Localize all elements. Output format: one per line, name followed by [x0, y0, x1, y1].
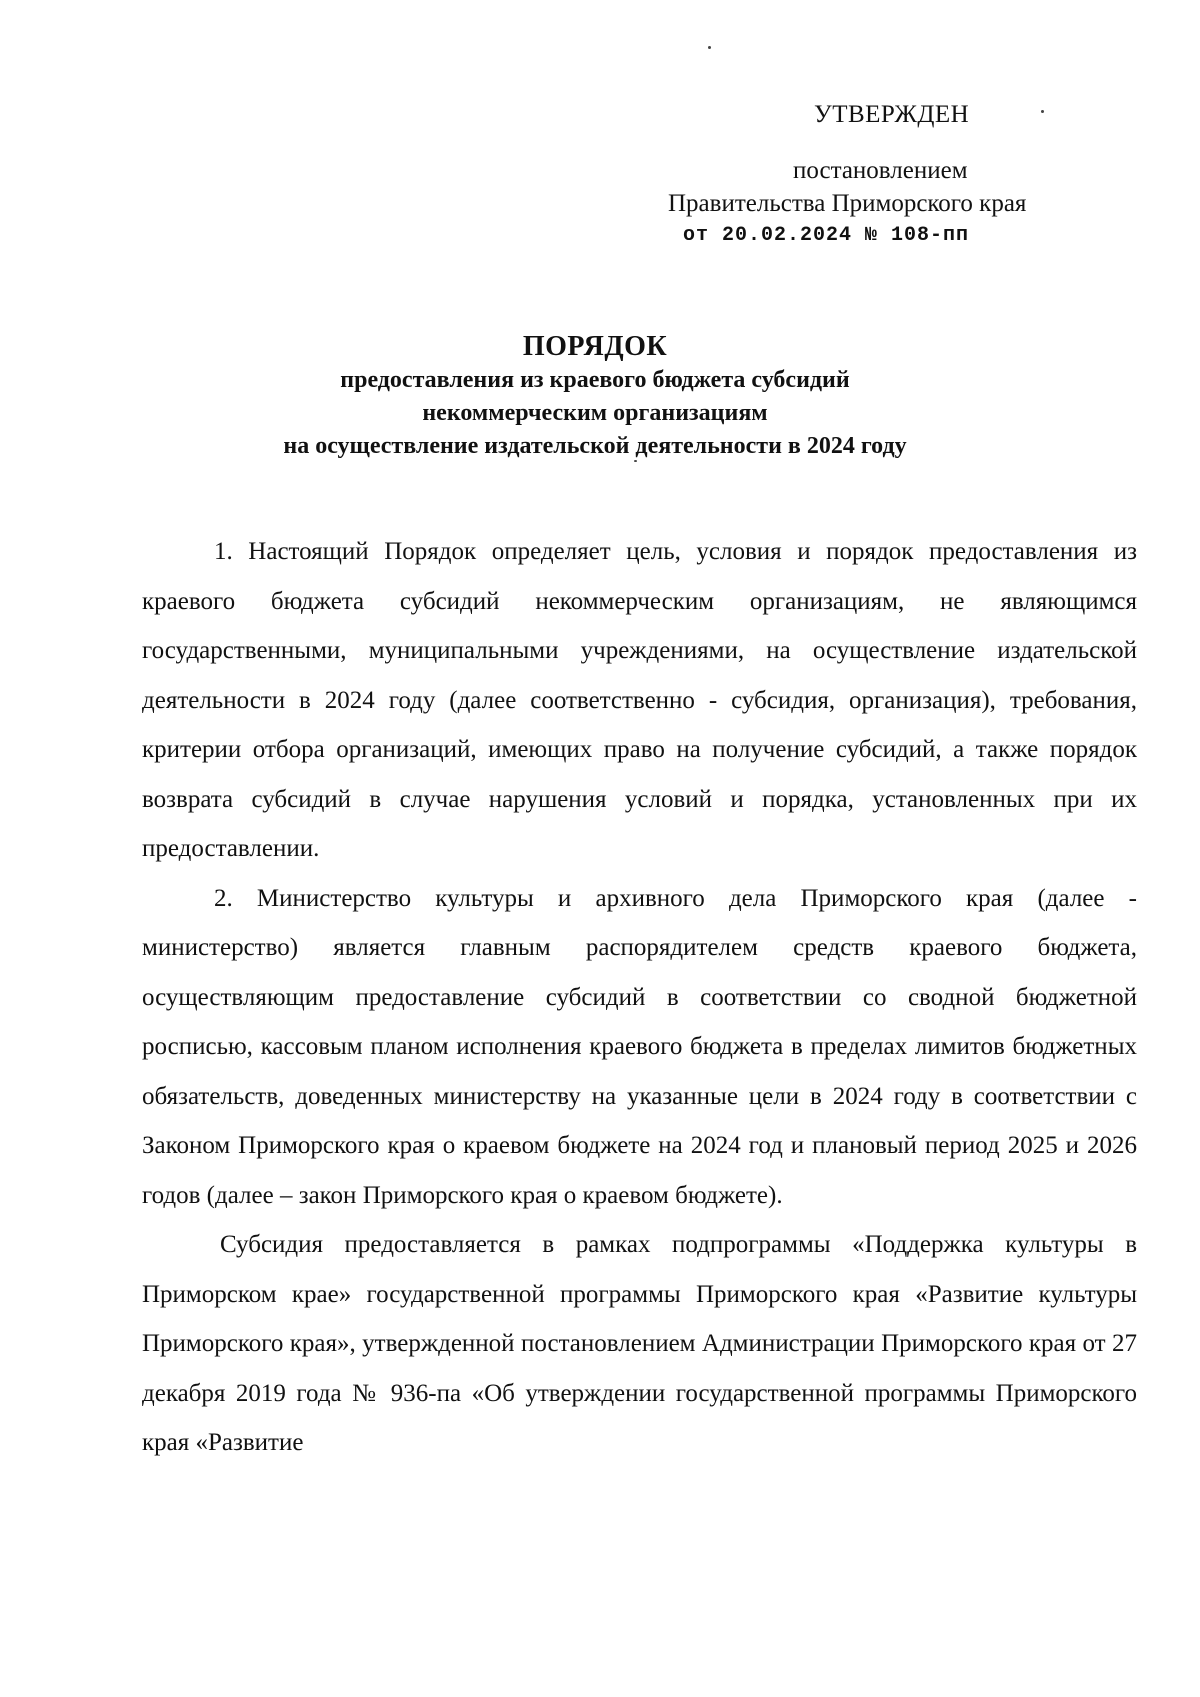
scan-speck: [1041, 110, 1044, 113]
paragraph: 1. Настоящий Порядок определяет цель, условия и порядок предоставления из краевого бюджета субсидий некоммерческим организациям, не являющимся государственными, муниципальными учреждениями, на осуществление издательской деятельности в 2024 году (далее соответственно - субсидия, организация), требования, критерии отбора организаций, имеющих право на получение субсидий, а также порядок возврата субсидий в случае нарушения условий и порядка, установленных при их предоставлении.: [142, 538, 1137, 862]
approved-label: УТВЕРЖДЕН: [814, 101, 970, 128]
document-subtitle-line: на осуществление издательской деятельности в 2024 году: [283, 433, 907, 459]
approval-line: Правительства Приморского края: [668, 190, 1027, 217]
document-title: ПОРЯДОК: [522, 331, 668, 362]
document-body: [142, 527, 1137, 1468]
approval-line: постановлением: [793, 157, 968, 184]
paragraph: 2. Министерство культуры и архивного дела Приморского края (далее - министерство) является главным распорядителем средств краевого бюджета, осуществляющим предоставление субсидий в соответствии со сводной бюджетной росписью, кассовым планом исполнения краевого бюджета в пределах лимитов бюджетных обязательств, доведенных министерству на указанные цели в 2024 году в соответствии с Законом Приморского края о краевом бюджете на 2024 год и плановый период 2025 и 2026 годов (далее – закон Приморского края о краевом бюджете).: [142, 884, 1137, 1209]
scan-speck: [708, 46, 711, 49]
approval-date-number: от 20.02.2024 № 108-пп: [683, 224, 970, 247]
document-subtitle-line: предоставления из краевого бюджета субсидий: [340, 367, 850, 393]
document-subtitle-line: некоммерческим организациям: [422, 400, 768, 426]
document-title-block: [180, 330, 1010, 463]
paragraph: Субсидия предоставляется в рамках подпрограммы «Поддержка культуры в Приморском крае» государственной программы Приморского края «Развитие культуры Приморского края», утвержденной постановлением Администрации Приморского края от 27 декабря 2019 года № 936-па «Об утверждении государственной программы Приморского края «Развитие: [142, 1231, 1137, 1456]
